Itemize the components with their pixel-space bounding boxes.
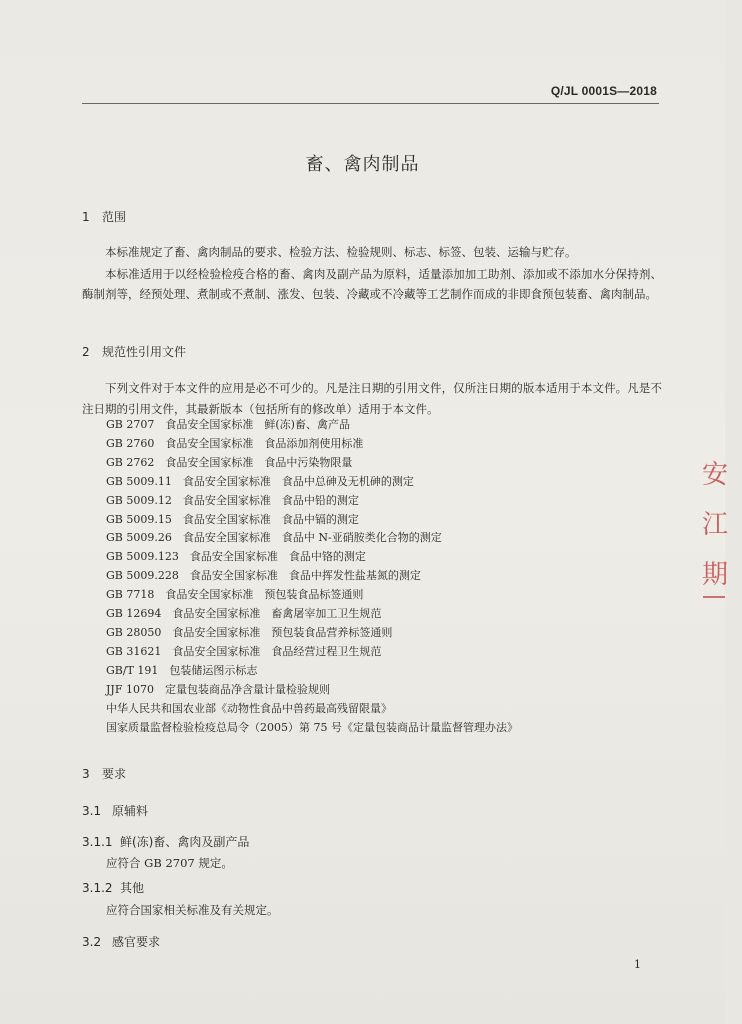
reference-title: 食品安全国家标准 食品中挥发性盐基氮的测定: [189, 569, 421, 583]
reference-item: [106, 624, 518, 643]
reference-item: [106, 416, 518, 435]
requirement-3-1-2-text: 应符合国家相关标准及有关规定。: [106, 903, 279, 917]
reference-item: [106, 700, 518, 719]
section-2-heading: [82, 343, 186, 360]
section-title: 范围: [102, 210, 127, 224]
header-rule: [82, 103, 659, 104]
reference-item: [106, 511, 518, 530]
reference-title: 包装储运图示标志: [169, 663, 258, 677]
reference-code: GB 5009.123: [106, 550, 179, 564]
section-3-heading: [82, 765, 126, 782]
reference-code: GB/T 191: [106, 663, 159, 677]
reference-title: 食品安全国家标准 食品中 N-亚硝胺类化合物的测定: [182, 531, 442, 545]
section-3-2-heading: [82, 933, 160, 950]
stamp-edge: [703, 596, 725, 598]
reference-item: [106, 454, 518, 473]
reference-title: 食品安全国家标准 预包装食品营养标签通则: [172, 625, 393, 639]
reference-code: GB 5009.26: [106, 531, 172, 545]
reference-item: [106, 643, 518, 662]
reference-code: GB 5009.228: [106, 569, 179, 583]
section-title: 感官要求: [112, 935, 161, 949]
section-title: 其他: [120, 881, 145, 895]
reference-title: 食品安全国家标准 食品中总砷及无机砷的测定: [182, 474, 414, 488]
reference-title: 食品安全国家标准 食品添加剂使用标准: [165, 436, 364, 450]
reference-title: 食品安全国家标准 食品经营过程卫生规范: [172, 644, 382, 658]
section-number: 2: [82, 345, 90, 359]
section-number: 3.1: [82, 804, 102, 818]
reference-item: [106, 605, 518, 624]
reference-code: GB 5009.15: [106, 512, 172, 526]
references-list: [106, 416, 518, 737]
reference-item: [106, 473, 518, 492]
reference-title: 中华人民共和国农业部《动物性食品中兽药最高残留限量》: [106, 701, 392, 715]
section-number: 3: [82, 767, 90, 781]
standard-code: Q/JL 0001S—2018: [550, 84, 657, 98]
scope-paragraph-2: 本标准适用于以经检验检疫合格的畜、禽肉及副产品为原料，适量添加加工助剂、添加或不添加水分保持剂、酶制剂等，经预处理、煮制或不煮制、涨发、包装、冷藏或不冷藏等工艺制作而成的非即食预包装畜、禽肉制品。: [82, 267, 662, 301]
reference-code: GB 5009.12: [106, 493, 172, 507]
stamp-char: 安: [702, 460, 729, 490]
reference-code: GB 7718: [106, 588, 155, 602]
requirement-3-1-1-text: 应符合 GB 2707 规定。: [106, 856, 233, 870]
section-title: 原辅料: [112, 804, 149, 818]
page-number: 1: [634, 958, 641, 971]
reference-item: [106, 529, 518, 548]
reference-title: 国家质量监督检验检疫总局令（2005）第 75 号《定量包装商品计量监督管理办法》: [106, 720, 518, 734]
reference-code: GB 2762: [106, 455, 155, 469]
reference-item: [106, 586, 518, 605]
section-title: 要求: [102, 767, 127, 781]
reference-title: 食品安全国家标准 食品中镉的测定: [182, 512, 359, 526]
reference-title: 食品安全国家标准 食品中污染物限量: [165, 455, 353, 469]
stamp-char: 期: [702, 560, 729, 590]
scope-paragraph-1: 本标准规定了畜、禽肉制品的要求、检验方法、检验规则、标志、标签、包装、运输与贮存。: [105, 245, 577, 259]
reference-item: [106, 719, 518, 738]
reference-title: 定量包装商品净含量计量检验规则: [164, 682, 330, 696]
stamp-char: 江: [702, 510, 729, 540]
section-number: 3.2: [82, 935, 102, 949]
document-title: 畜、禽肉制品: [305, 154, 420, 175]
section-title: 鲜(冻)畜、禽肉及副产品: [120, 835, 250, 849]
section-number: 1: [82, 210, 90, 224]
section-3-1-1-heading: [82, 833, 249, 850]
reference-code: GB 2760: [106, 436, 155, 450]
section-number: 3.1.2: [82, 881, 113, 895]
section-3-1-2-heading: [82, 879, 144, 896]
reference-code: GB 2707: [106, 418, 155, 431]
reference-item: [106, 548, 518, 567]
reference-title: 食品安全国家标准 食品中铬的测定: [189, 550, 366, 564]
reference-item: [106, 492, 518, 511]
reference-code: GB 28050: [106, 625, 162, 639]
section-1-heading: [82, 208, 126, 225]
red-seal-stamp: [702, 450, 742, 600]
reference-code: GB 31621: [106, 644, 162, 658]
section-title: 规范性引用文件: [102, 345, 187, 359]
section-3-1-heading: [82, 802, 148, 819]
reference-item: [106, 567, 518, 586]
reference-title: 食品安全国家标准 鲜(冻)畜、禽产品: [165, 418, 350, 431]
reference-code: GB 12694: [106, 607, 162, 621]
reference-code: GB 5009.11: [106, 474, 172, 488]
section-number: 3.1.1: [82, 835, 113, 849]
reference-title: 食品安全国家标准 食品中铅的测定: [182, 493, 359, 507]
reference-title: 食品安全国家标准 预包装食品标签通则: [165, 588, 364, 602]
reference-code: JJF 1070: [106, 682, 154, 696]
reference-title: 食品安全国家标准 畜禽屠宰加工卫生规范: [172, 607, 382, 621]
references-intro: 下列文件对于本文件的应用是必不可少的。凡是注日期的引用文件，仅所注日期的版本适用于本文件。凡是不注日期的引用文件，其最新版本（包括所有的修改单）适用于本文件。: [82, 381, 662, 416]
reference-item: [106, 662, 518, 681]
reference-item: [106, 681, 518, 700]
reference-item: [106, 435, 518, 454]
